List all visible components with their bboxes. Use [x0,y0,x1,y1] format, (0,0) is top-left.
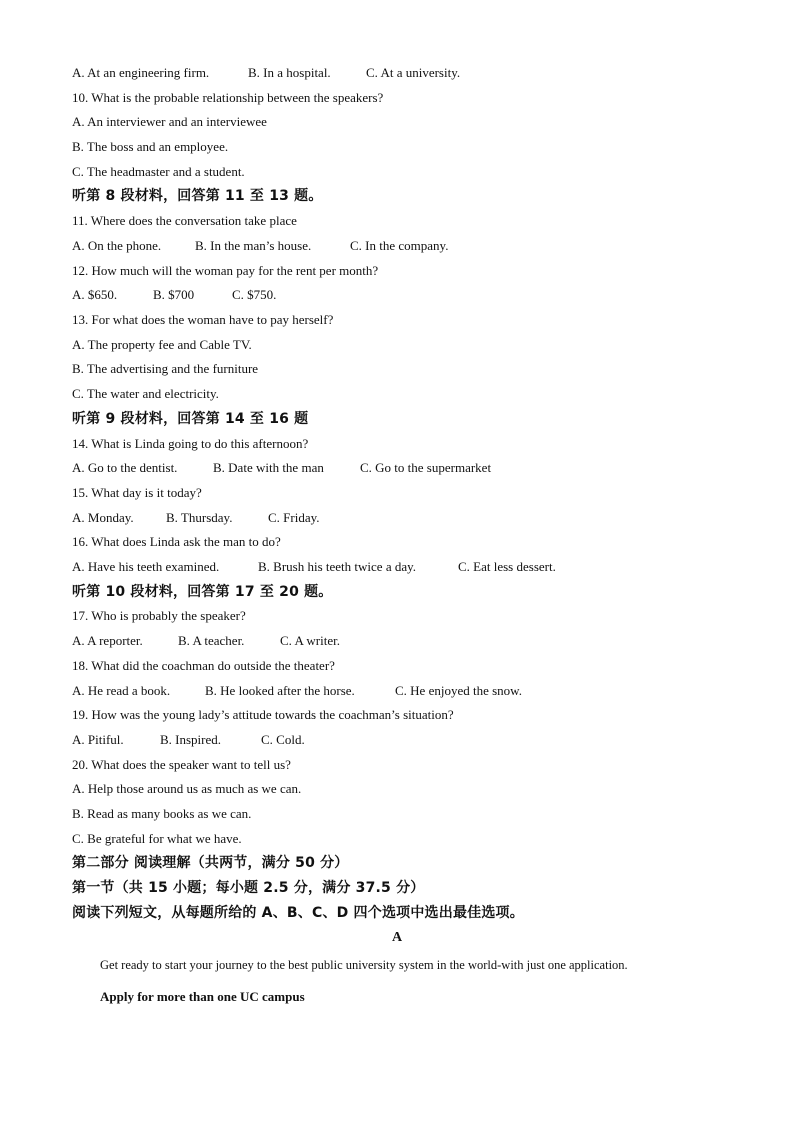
option-a: A. $650. [72,287,118,302]
question-18: 18. What did the coachman do outside the theater? [72,658,335,673]
q13-option-b: B. The advertising and the furniture [72,361,259,376]
option-a: A. Pitiful. [72,732,124,747]
q13-option-a: A. The property fee and Cable TV. [72,337,252,352]
option-c: C. A writer. [280,633,340,648]
option-b: B. Brush his teeth twice a day. [258,559,417,574]
question-11: 11. Where does the conversation take place [72,213,297,228]
option-a: A. A reporter. [72,633,143,648]
q16-options [72,557,556,577]
part-two-heading: 第二部分 阅读理解（共两节，满分 50 分） [72,855,349,871]
option-b: B. $700 [153,287,195,302]
question-14: 14. What is Linda going to do this afternoon? [72,436,309,451]
q11-options [72,236,448,256]
reading-instructions: 阅读下列短文，从每题所给的 A、B、C、D 四个选项中选出最佳选项。 [72,905,524,921]
option-b: B. In the man’s house. [195,238,312,253]
q20-option-a: A. Help those around us as much as we can. [72,781,302,796]
option-c: C. He enjoyed the snow. [395,683,522,698]
q15-options [72,508,320,528]
q20-option-c: C. Be grateful for what we have. [72,831,242,846]
q10-option-a: A. An interviewer and an interviewee [72,114,267,129]
option-c: C. Cold. [261,732,305,747]
question-12: 12. How much will the woman pay for the rent per month? [72,263,379,278]
q14-options [72,458,491,478]
q12-options [72,285,276,305]
option-b: B. In a hospital. [248,65,331,80]
q9-options [72,63,460,83]
option-c: C. Go to the supermarket [360,460,492,475]
option-a: A. He read a book. [72,683,171,698]
option-b: B. He looked after the horse. [205,683,355,698]
option-c: C. $750. [232,287,277,302]
option-a: A. On the phone. [72,238,162,253]
passage-intro: Get ready to start your journey to the best public university system in the world-with just one application. [100,958,628,972]
section-heading-10: 听第 10 段材料，回答第 17 至 20 题。 [72,584,333,600]
option-a: A. Go to the dentist. [72,460,178,475]
option-a: A. Have his teeth examined. [72,559,220,574]
option-c: C. Eat less dessert. [458,559,556,574]
question-16: 16. What does Linda ask the man to do? [72,534,281,549]
question-19: 19. How was the young lady’s attitude towards the coachman’s situation? [72,707,454,722]
section-heading-9: 听第 9 段材料，回答第 14 至 16 题 [72,411,309,427]
question-15: 15. What day is it today? [72,485,202,500]
question-13: 13. For what does the woman have to pay herself? [72,312,334,327]
option-a: A. At an engineering firm. [72,65,210,80]
option-b: B. Date with the man [213,460,324,475]
option-b: B. Thursday. [166,510,233,525]
q18-options [72,681,522,701]
question-17: 17. Who is probably the speaker? [72,608,246,623]
option-b: B. Inspired. [160,732,222,747]
section-heading-8: 听第 8 段材料，回答第 11 至 13 题。 [72,188,323,204]
q13-option-c: C. The water and electricity. [72,386,219,401]
q17-options [72,631,340,651]
option-c: C. Friday. [268,510,320,525]
q19-options [72,730,305,750]
option-c: C. At a university. [366,65,461,80]
passage-letter: A [391,930,403,945]
passage-subheading: Apply for more than one UC campus [100,989,305,1004]
option-c: C. In the company. [350,238,449,253]
question-10: 10. What is the probable relationship between the speakers? [72,90,384,105]
q20-option-b: B. Read as many books as we can. [72,806,252,821]
q10-option-b: B. The boss and an employee. [72,139,229,154]
option-b: B. A teacher. [178,633,245,648]
question-20: 20. What does the speaker want to tell us? [72,757,291,772]
q10-option-c: C. The headmaster and a student. [72,164,245,179]
section-one-heading: 第一节（共 15 小题；每小题 2.5 分，满分 37.5 分） [72,880,425,896]
option-a: A. Monday. [72,510,134,525]
